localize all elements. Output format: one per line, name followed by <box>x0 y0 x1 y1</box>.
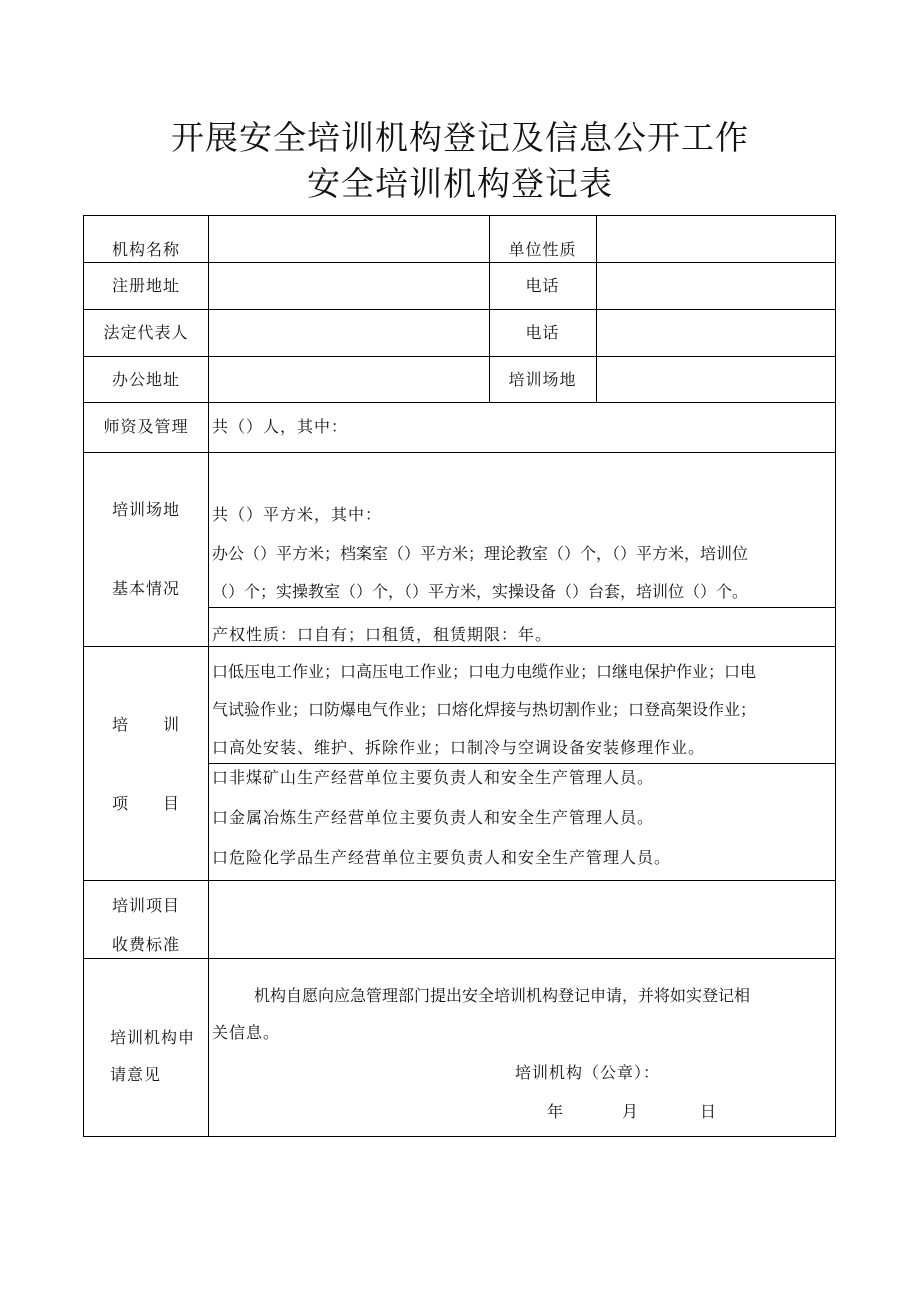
faculty-value: 共（）人，其中： <box>212 417 349 436</box>
registered-address-label: 注册地址 <box>111 276 180 295</box>
principal-training-line1: 口非煤矿山生产经营单位主要负责人和安全生产管理人员。 <box>212 768 655 787</box>
org-name-label: 机构名称 <box>111 240 180 259</box>
site-total-area: 共（）平方米，其中： <box>212 505 383 524</box>
items-label-char: 培 <box>112 715 130 734</box>
items-label-char: 目 <box>163 794 181 813</box>
principal-training-line2: 口金属冶炼生产经营单位主要负责人和安全生产管理人员。 <box>212 808 655 827</box>
row-divider <box>83 646 836 647</box>
row-divider <box>208 607 836 608</box>
row-divider <box>83 452 836 453</box>
seal-label: 培训机构（公章）： <box>515 1063 661 1082</box>
date-year: 年 <box>547 1102 565 1121</box>
special-operations-line3: 口高处安装、维护、拆除作业；口制冷与空调设备安装修理作业。 <box>212 738 706 757</box>
fee-label-line2: 收费标准 <box>111 935 180 954</box>
row-divider <box>83 880 836 881</box>
row-divider <box>83 958 836 959</box>
legal-representative-label: 法定代表人 <box>103 323 189 342</box>
application-label-line1: 培训机构申 <box>110 1028 196 1047</box>
items-label-char: 项 <box>112 794 130 813</box>
special-operations-line1: 口低压电工作业；口高压电工作业；口电力电缆作业；口继电保护作业；口电 <box>212 662 757 681</box>
phone-label: 电话 <box>525 276 560 295</box>
column-divider <box>208 215 209 1137</box>
site-detail-line1: 办公（）平方米；档案室（）平方米；理论教室（）个，（）平方米，培训位 <box>212 544 749 563</box>
row-divider <box>83 309 836 310</box>
row-divider <box>83 262 836 263</box>
application-label-line2: 请意见 <box>110 1065 162 1084</box>
column-divider <box>596 215 597 402</box>
special-operations-line2: 气试验作业；口防爆电气作业；口熔化焊接与热切割作业；口登高架设作业； <box>212 700 757 719</box>
row-divider <box>208 763 836 764</box>
site-detail-line2: （）个；实操教室（）个，（）平方米，实操设备（）台套，培训位（）个。 <box>212 582 749 601</box>
fee-label-line1: 培训项目 <box>111 896 180 915</box>
row-divider <box>83 356 836 357</box>
site-label-line1: 培训场地 <box>111 500 180 519</box>
phone-label: 电话 <box>525 323 560 342</box>
unit-nature-label: 单位性质 <box>508 240 577 259</box>
property-nature: 产权性质：口自有；口租赁，租赁期限：年。 <box>212 625 553 644</box>
faculty-label: 师资及管理 <box>103 417 189 436</box>
training-site-label: 培训场地 <box>508 370 577 389</box>
site-label-line2: 基本情况 <box>111 579 180 598</box>
document-title: 开展安全培训机构登记及信息公开工作 <box>171 118 749 157</box>
row-divider <box>83 402 836 403</box>
office-address-label: 办公地址 <box>111 370 180 389</box>
items-label-char: 训 <box>163 715 181 734</box>
date-day: 日 <box>700 1102 718 1121</box>
application-statement-line1: 机构自愿向应急管理部门提出安全培训机构登记申请，并将如实登记相 <box>254 986 751 1005</box>
date-month: 月 <box>622 1102 640 1121</box>
application-statement-line2: 关信息。 <box>212 1023 281 1042</box>
form-title: 安全培训机构登记表 <box>307 164 613 203</box>
principal-training-line3: 口危险化学品生产经营单位主要负责人和安全生产管理人员。 <box>212 848 672 867</box>
